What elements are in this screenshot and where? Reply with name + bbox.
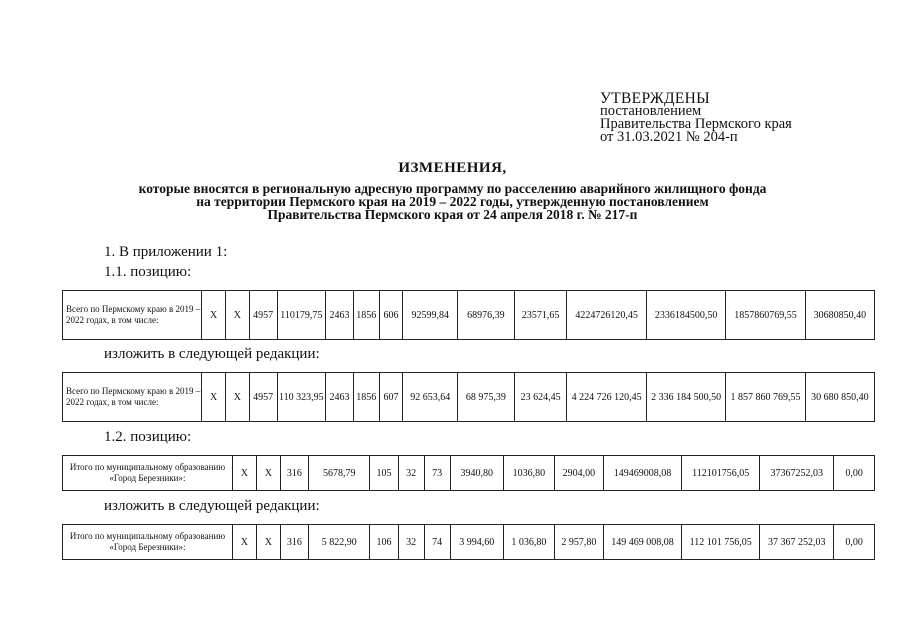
table-cell: Х [256, 456, 280, 491]
table-cell: 149469008,08 [603, 456, 681, 491]
table-cell: 74 [424, 525, 450, 560]
table-cell-label: Итого по муниципальному образованию «Город Березники»: [63, 456, 233, 491]
table-cell: 149 469 008,08 [603, 525, 681, 560]
paragraph-1: 1. В приложении 1: [104, 244, 228, 260]
table-cell: 92 653,64 [403, 373, 458, 422]
table-cell: 112 101 756,05 [682, 525, 760, 560]
table-cell: 1856 [353, 291, 379, 340]
table-cell: 4957 [249, 291, 277, 340]
table-cell: Х [232, 525, 256, 560]
table-cell: 607 [379, 373, 403, 422]
table-cell: 1 036,80 [503, 525, 554, 560]
table-cell: 2 336 184 500,50 [646, 373, 725, 422]
table-cell: 316 [280, 525, 308, 560]
table-cell: 4957 [249, 373, 277, 422]
table-cell: 68 975,39 [458, 373, 515, 422]
table-cell: 0,00 [834, 525, 875, 560]
table-row [63, 456, 875, 491]
subtitle-line-3: Правительства Пермского края от 24 апреля 2018 г. № 217-п [267, 207, 638, 222]
table-1-2-old [62, 455, 875, 491]
stamp-line-3: от 31.03.2021 № 204-п [600, 129, 738, 145]
table-cell: Х [256, 525, 280, 560]
table-cell-label: Итого по муниципальному образованию «Город Березники»: [63, 525, 233, 560]
table-cell: 2336184500,50 [646, 291, 725, 340]
paragraph-1-1: 1.1. позицию: [104, 264, 192, 280]
table-cell: 2463 [326, 291, 354, 340]
table-cell: Х [202, 373, 226, 422]
approval-stamp [600, 92, 792, 144]
table-cell: 2 957,80 [554, 525, 603, 560]
table-1-1-new [62, 372, 875, 422]
subtitle-line-2: на территории Пермского края на 2019 – 2022 годы, утвержденную постановлением [196, 194, 709, 209]
table-cell: 2904,00 [554, 456, 603, 491]
table-cell: 37 367 252,03 [760, 525, 834, 560]
document-subtitle [0, 182, 905, 221]
table-cell: Х [226, 291, 250, 340]
table-cell: 3940,80 [450, 456, 503, 491]
table-row [63, 291, 875, 340]
table-cell: Х [202, 291, 226, 340]
table-cell: Х [226, 373, 250, 422]
table-cell: 606 [379, 291, 403, 340]
table-cell: 32 [398, 525, 424, 560]
paragraph-1-2: 1.2. позицию: [104, 429, 192, 445]
table-cell: 23571,65 [514, 291, 567, 340]
table-cell-label: Всего по Пермскому краю в 2019 – 2022 годах, в том числе: [63, 291, 202, 340]
table-cell: 2463 [326, 373, 354, 422]
table-cell: 110179,75 [277, 291, 325, 340]
table-cell: 112101756,05 [682, 456, 760, 491]
table-cell: 1036,80 [503, 456, 554, 491]
table-cell: 92599,84 [403, 291, 458, 340]
table-cell: 1857860769,55 [726, 291, 805, 340]
table-cell: 3 994,60 [450, 525, 503, 560]
table-cell: 30680850,40 [805, 291, 874, 340]
table-cell: 23 624,45 [514, 373, 567, 422]
table-row [63, 373, 875, 422]
table-cell: 105 [370, 456, 398, 491]
table-1-1-old [62, 290, 875, 340]
paragraph-1-2-edit: изложить в следующей редакции: [104, 498, 320, 514]
table-row [63, 525, 875, 560]
table-cell: 30 680 850,40 [805, 373, 874, 422]
table-cell: 4224726120,45 [567, 291, 646, 340]
table-cell: 37367252,03 [760, 456, 834, 491]
table-cell: 1 857 860 769,55 [726, 373, 805, 422]
table-cell: 110 323,95 [277, 373, 325, 422]
stamp-line-2: Правительства Пермского края [600, 116, 792, 132]
table-cell: 1856 [353, 373, 379, 422]
table-cell: 32 [398, 456, 424, 491]
table-cell: 68976,39 [458, 291, 515, 340]
table-cell: Х [232, 456, 256, 491]
paragraph-1-1-edit: изложить в следующей редакции: [104, 346, 320, 362]
stamp-line-1: постановлением [600, 103, 702, 119]
table-cell: 73 [424, 456, 450, 491]
table-cell-label: Всего по Пермскому краю в 2019 – 2022 годах, в том числе: [63, 373, 202, 422]
stamp-title: УТВЕРЖДЕНЫ [600, 90, 710, 107]
subtitle-line-1: которые вносятся в региональную адресную программу по расселению аварийного жилищного фонда [138, 181, 767, 196]
table-cell: 4 224 726 120,45 [567, 373, 646, 422]
table-cell: 5678,79 [308, 456, 369, 491]
table-cell: 0,00 [834, 456, 875, 491]
table-cell: 316 [280, 456, 308, 491]
table-cell: 106 [370, 525, 398, 560]
table-1-2-new [62, 524, 875, 560]
table-cell: 5 822,90 [308, 525, 369, 560]
document-title: ИЗМЕНЕНИЯ, [398, 160, 507, 176]
